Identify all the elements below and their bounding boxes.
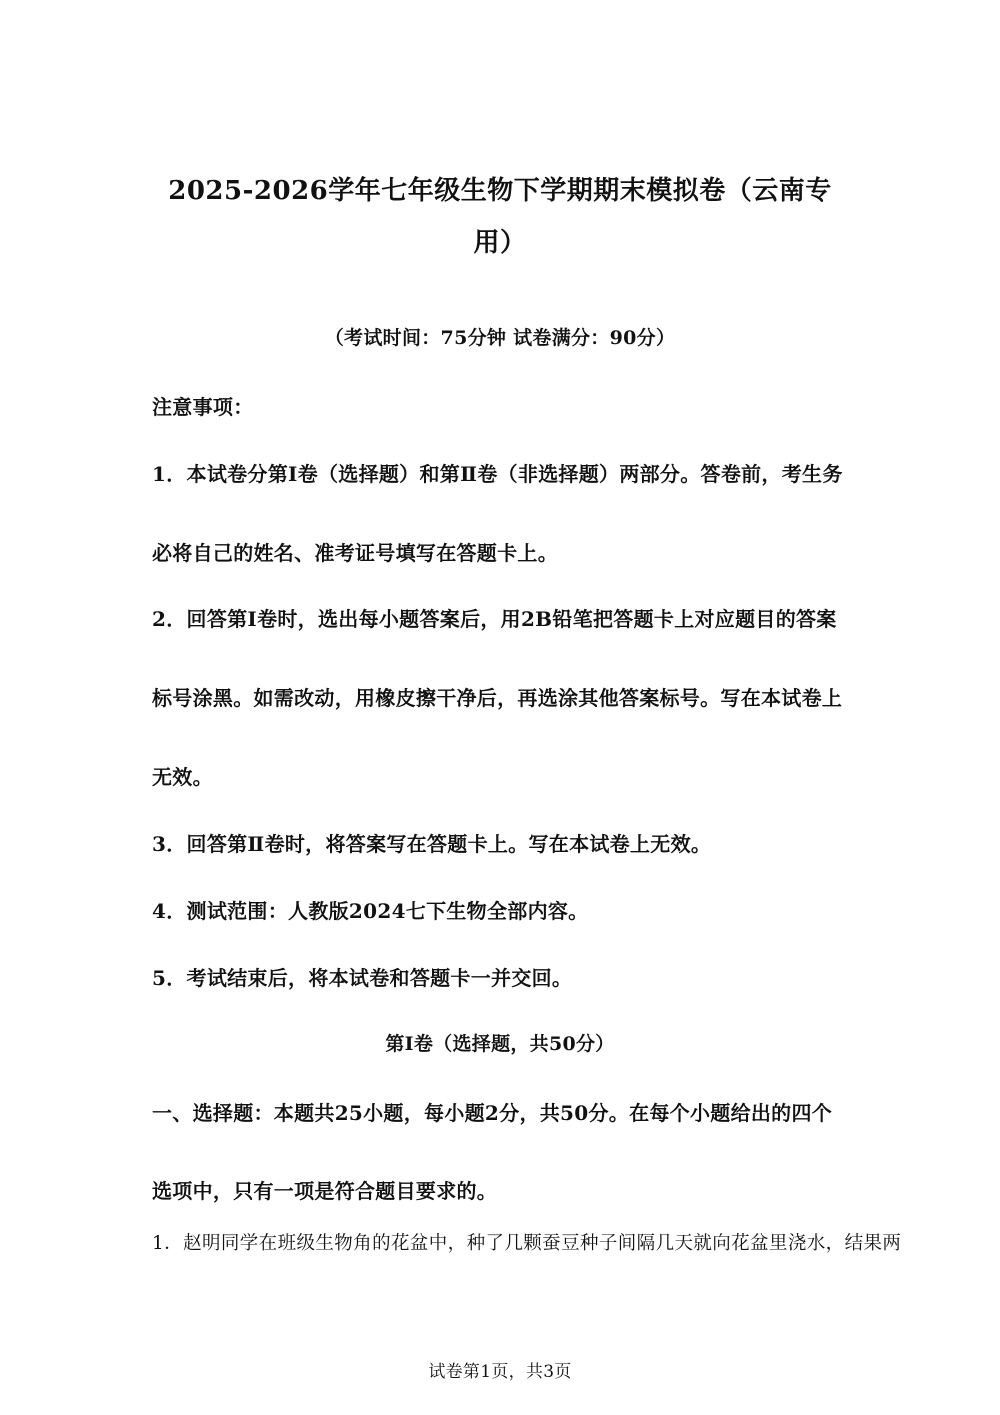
note-1-line-1: 1．本试卷分第Ⅰ卷（选择题）和第Ⅱ卷（非选择题）两部分。答卷前，考生务 <box>152 462 843 486</box>
note-2-line-1: 2．回答第Ⅰ卷时，选出每小题答案后，用2B铅笔把答题卡上对应题目的答案 <box>152 607 837 631</box>
part-heading-line-2: 选项中，只有一项是符合题目要求的。 <box>152 1179 498 1203</box>
note-2-line-3: 无效。 <box>152 765 213 789</box>
exam-title-line-1: 2025-2026学年七年级生物下学期期末模拟卷（云南专 <box>168 176 832 206</box>
part-heading-line-1: 一、选择题：本题共25小题，每小题2分，共50分。在每个小题给出的四个 <box>152 1101 833 1125</box>
note-3: 3．回答第Ⅱ卷时，将答案写在答题卡上。写在本试卷上无效。 <box>152 832 712 856</box>
exam-info: （考试时间：75分钟 试卷满分：90分） <box>324 327 676 349</box>
section-heading: 第Ⅰ卷（选择题，共50分） <box>385 1033 615 1055</box>
note-1-line-2: 必将自己的姓名、准考证号填写在答题卡上。 <box>152 541 558 565</box>
note-4: 4．测试范围：人教版2024七下生物全部内容。 <box>152 899 589 923</box>
notice-heading: 注意事项： <box>152 395 254 419</box>
note-2-line-2: 标号涂黑。如需改动，用橡皮擦干净后，再选涂其他答案标号。写在本试卷上 <box>152 686 843 710</box>
page-footer: 试卷第1页，共3页 <box>428 1362 572 1382</box>
exam-title-line-2: 用） <box>473 228 527 258</box>
question-1-text: 1．赵明同学在班级生物角的花盆中，种了几颗蚕豆种子间隔几天就向花盆里浇水，结果两 <box>152 1233 902 1254</box>
note-5: 5．考试结束后，将本试卷和答题卡一并交回。 <box>152 966 573 990</box>
